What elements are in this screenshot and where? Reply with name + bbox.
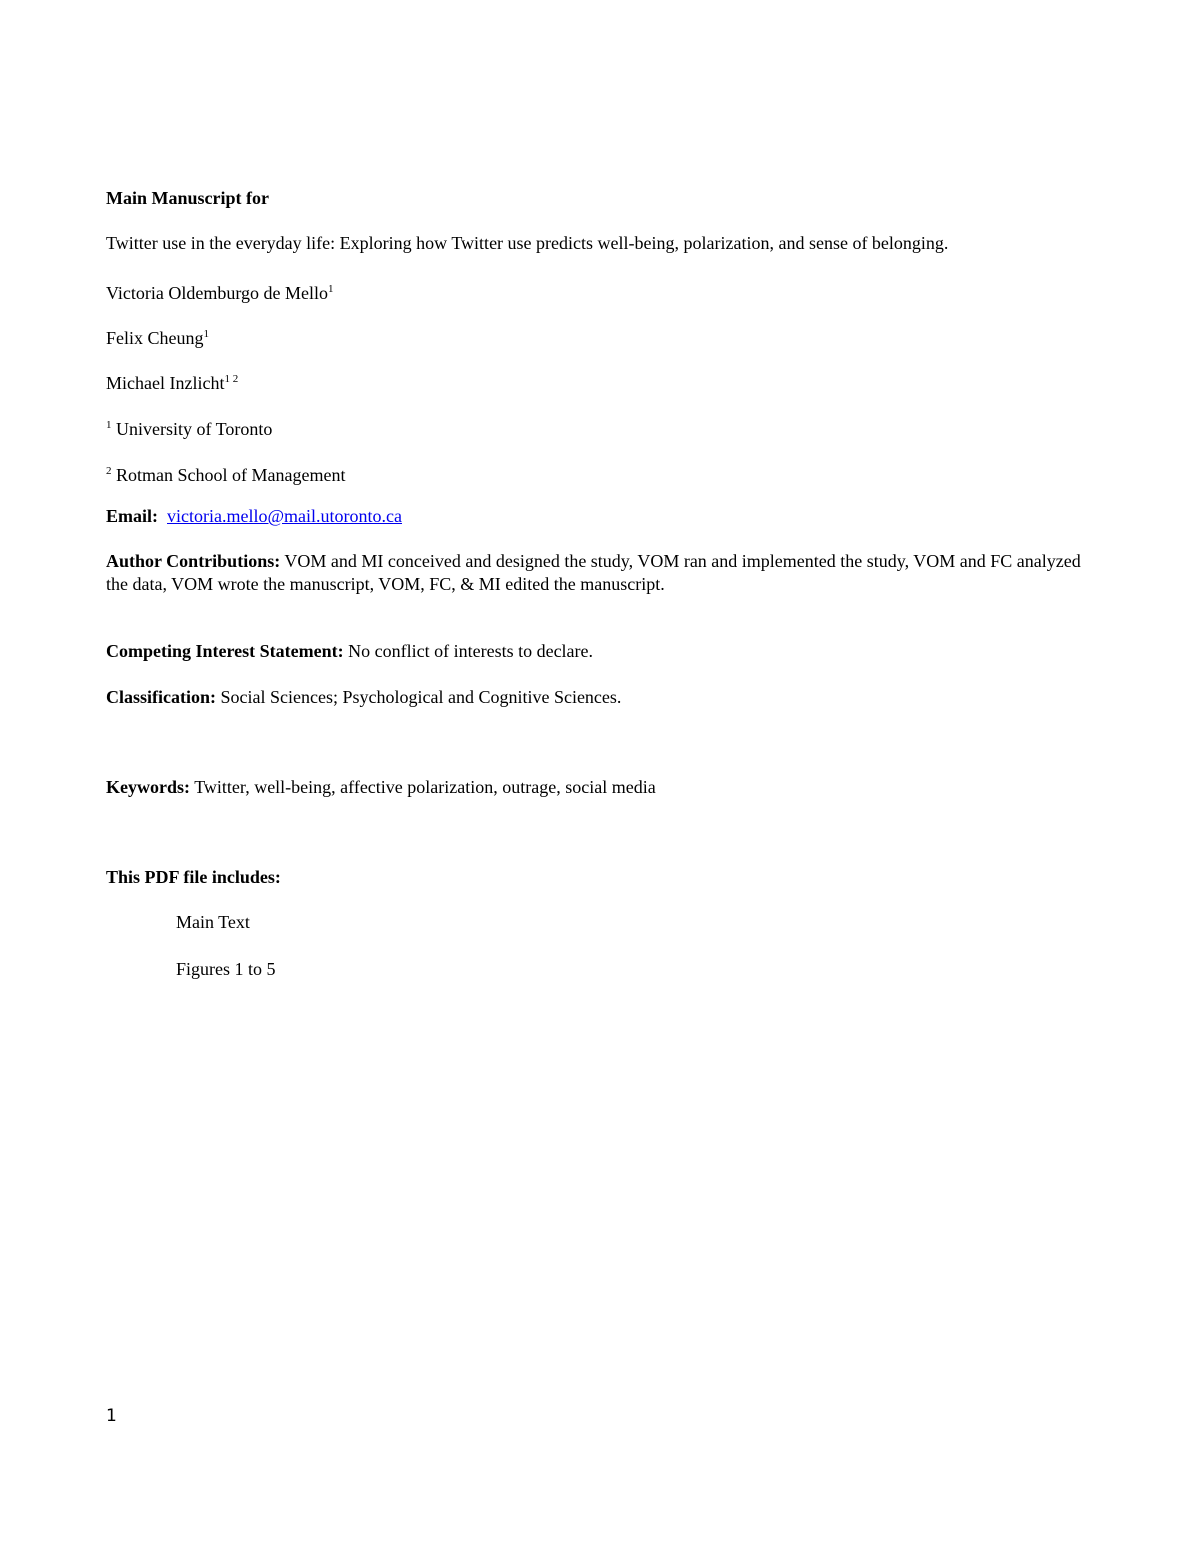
keywords (106, 776, 656, 798)
keywords-label: Keywords: (106, 777, 190, 797)
author-affiliation-mark: 1 2 (224, 373, 239, 385)
author-3 (106, 368, 238, 394)
author-name: Michael Inzlicht (106, 373, 225, 393)
includes-item-main-text: Main Text (176, 912, 250, 932)
paper-title: Twitter use in the everyday life: Exploring how Twitter use predicts well-being, polarization, and sense of belonging. (106, 233, 949, 253)
affiliation-name: Rotman School of Management (116, 465, 346, 485)
keywords-text: Twitter, well-being, affective polarization, outrage, social media (194, 777, 656, 797)
author-name: Felix Cheung (106, 328, 204, 348)
author-2 (106, 323, 209, 349)
affiliation-2 (106, 460, 345, 486)
affiliation-name: University of Toronto (116, 419, 273, 439)
competing-text: No conflict of interests to declare. (348, 641, 594, 661)
manuscript-heading: Main Manuscript for (106, 188, 269, 208)
competing-label: Competing Interest Statement: (106, 641, 344, 661)
author-affiliation-mark: 1 (203, 328, 209, 340)
contributions-text: VOM and MI conceived and designed the study, VOM ran and implemented the study, VOM and FC analyzed the data, VOM wrote the manuscript, VOM, FC, & MI edited the manuscript. (106, 551, 1081, 594)
email-link[interactable]: victoria.mello@mail.utoronto.ca (167, 506, 403, 526)
includes-heading: This PDF file includes: (106, 867, 281, 887)
author-1 (106, 278, 334, 304)
email-label: Email: (106, 506, 158, 526)
page-number: 1 (106, 1406, 117, 1426)
affiliation-mark: 2 (106, 465, 112, 477)
includes-item-figures: Figures 1 to 5 (176, 959, 276, 979)
author-contributions (106, 550, 1096, 596)
email-line (106, 505, 402, 527)
contributions-label: Author Contributions: (106, 551, 281, 571)
affiliation-1 (106, 414, 272, 440)
competing-interest (106, 640, 593, 662)
classification-text: Social Sciences; Psychological and Cognitive Sciences. (220, 687, 622, 707)
classification (106, 686, 621, 708)
author-name: Victoria Oldemburgo de Mello (106, 283, 329, 303)
classification-label: Classification: (106, 687, 216, 707)
author-affiliation-mark: 1 (328, 283, 334, 295)
affiliation-mark: 1 (106, 419, 112, 431)
